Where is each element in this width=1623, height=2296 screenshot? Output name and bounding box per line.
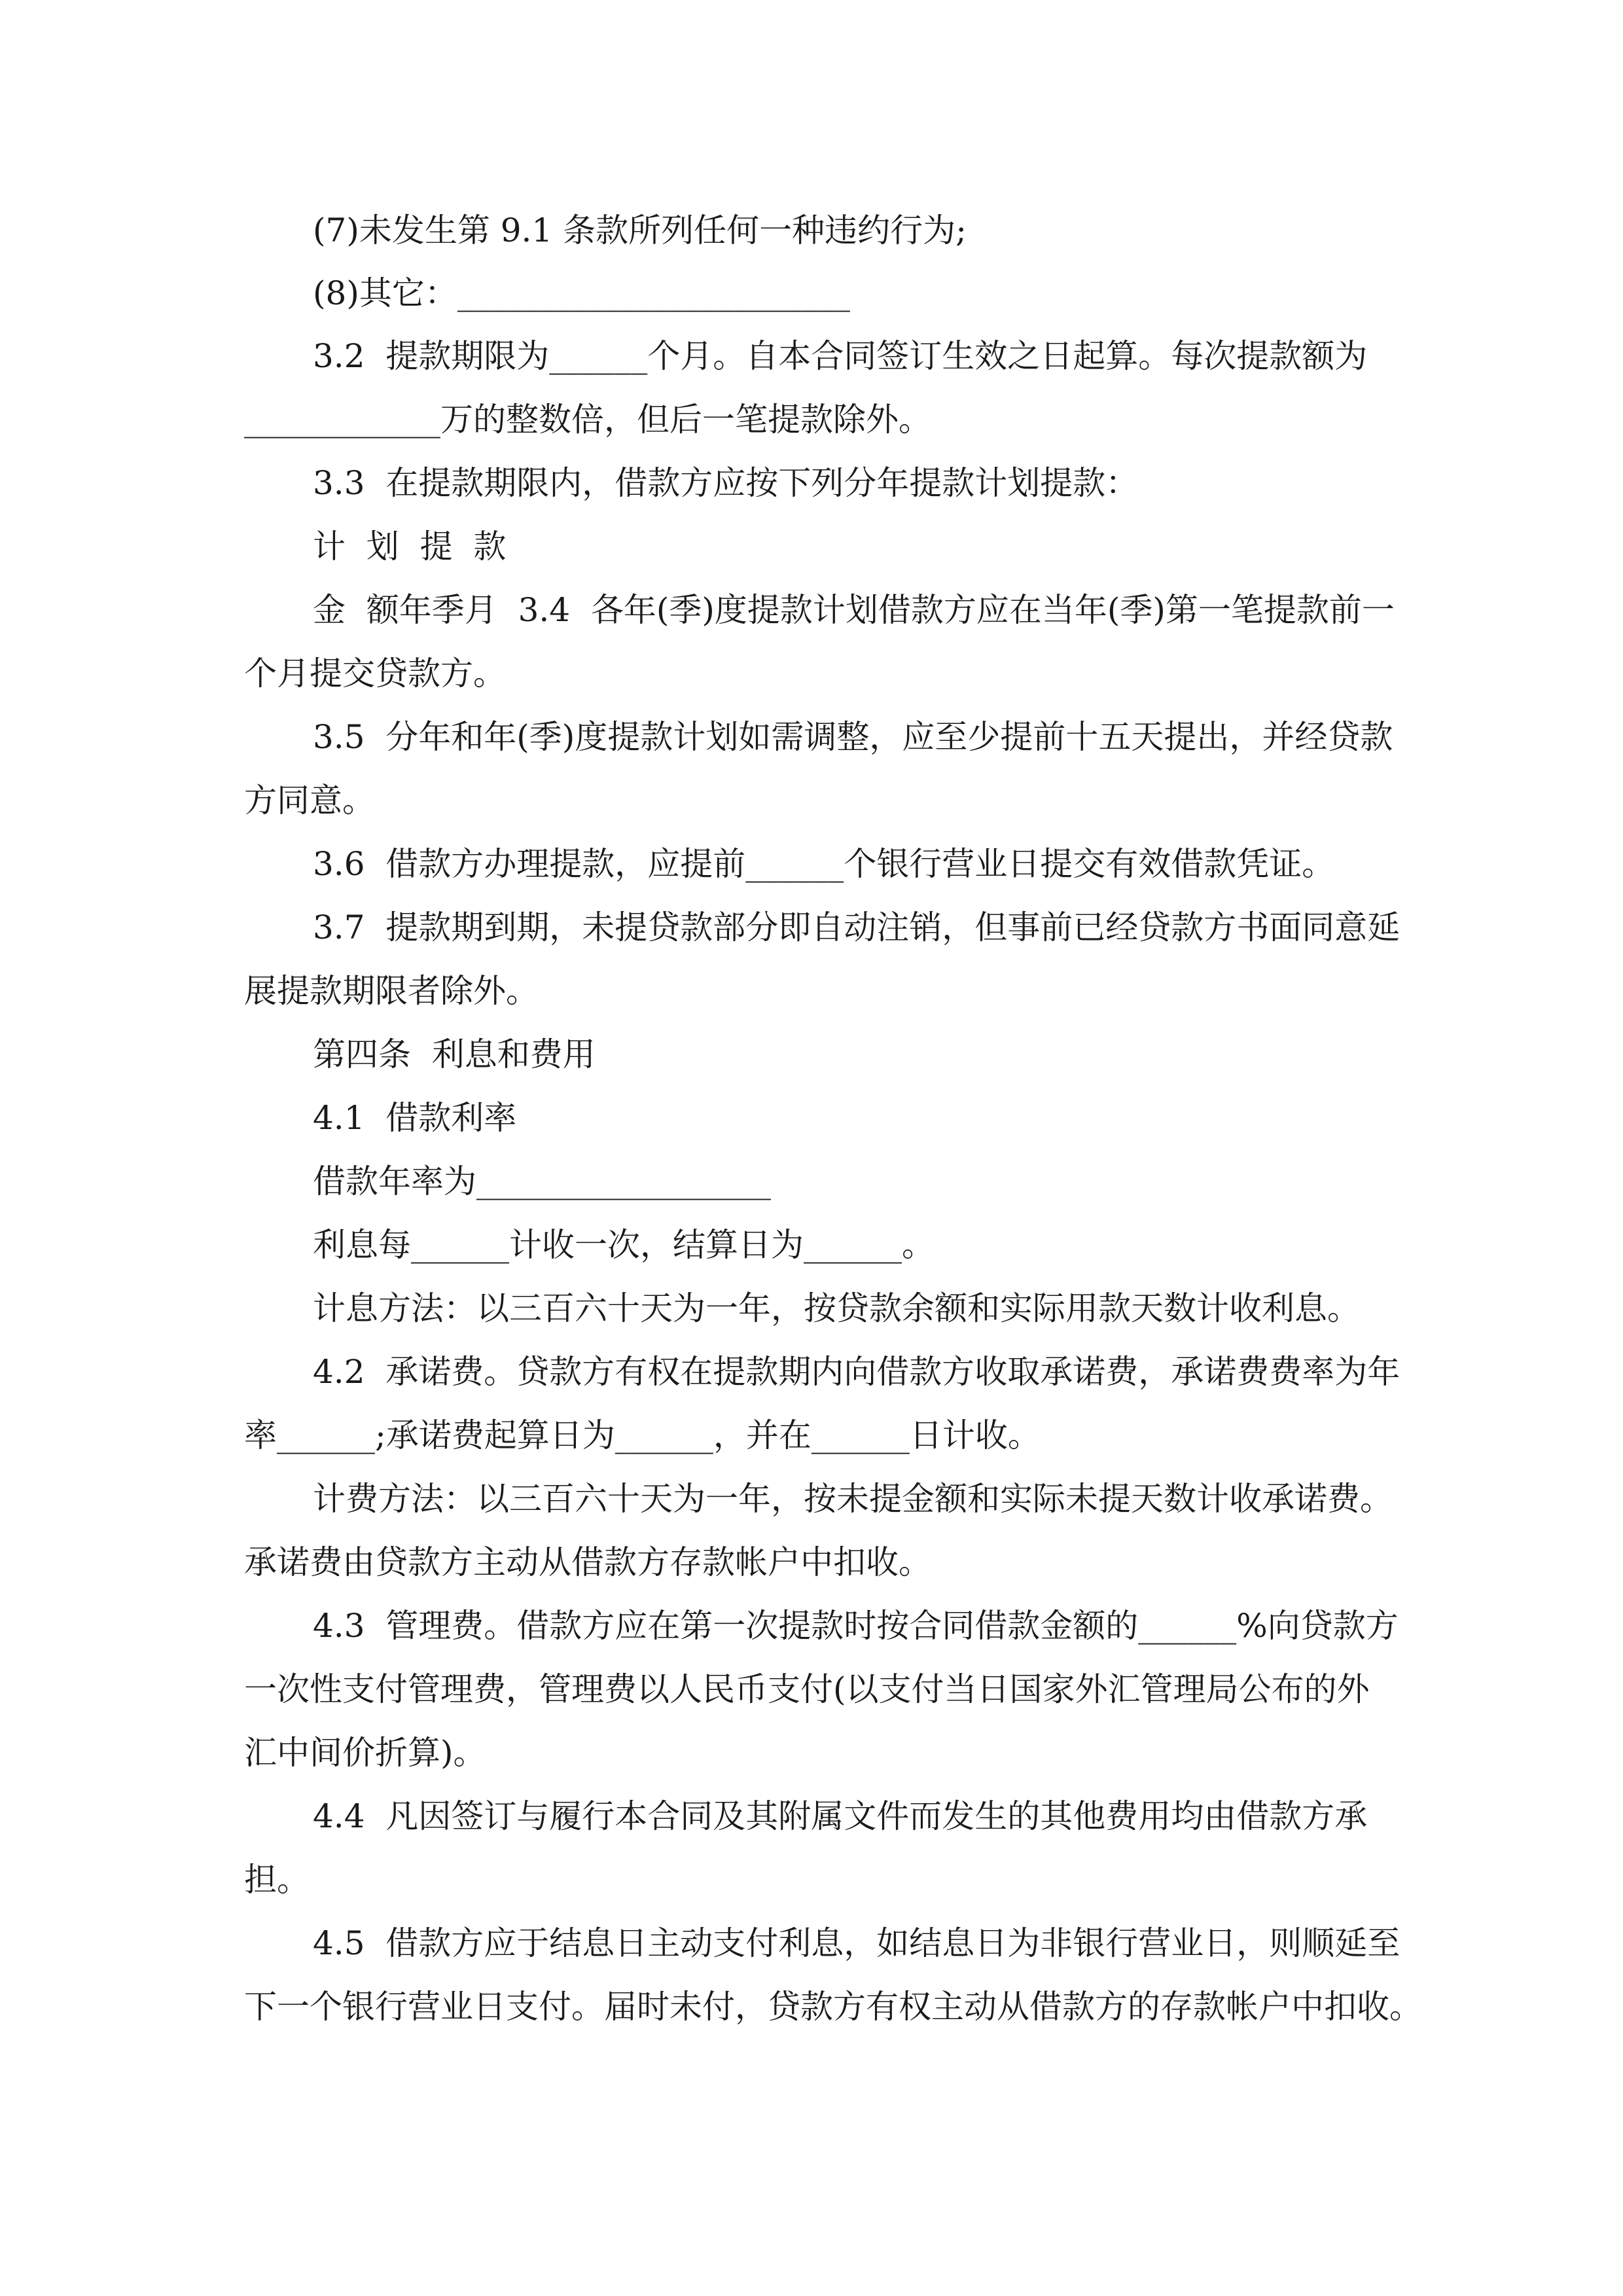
text-line: 方同意。 — [244, 781, 375, 819]
text-line: 汇中间价折算)。 — [244, 1734, 486, 1772]
text-line: 个月提交贷款方。 — [244, 655, 506, 692]
text-line: 4.1 借款利率 — [313, 1099, 517, 1137]
text-line: 3.6 借款方办理提款，应提前______个银行营业日提交有效借款凭证。 — [313, 845, 1335, 883]
text-line: 3.5 分年和年(季)度提款计划如需调整，应至少提前十五天提出，并经贷款 — [313, 718, 1393, 756]
text-line: 3.7 提款期到期，未提贷款部分即自动注销，但事前已经贷款方书面同意延 — [313, 908, 1400, 946]
section-heading: 第四条 利息和费用 — [313, 1035, 596, 1073]
text-line: 计费方法：以三百六十天为一年，按未提金额和实际未提天数计收承诺费。 — [313, 1480, 1393, 1518]
text-line: 一次性支付管理费，管理费以人民币支付(以支付当日国家外汇管理局公布的外 — [244, 1670, 1370, 1708]
text-line: 下一个银行营业日支付。届时未付，贷款方有权主动从借款方的存款帐户中扣收。 — [244, 1988, 1422, 2026]
text-line: 展提款期限者除外。 — [244, 972, 539, 1010]
text-line: 4.2 承诺费。贷款方有权在提款期内向借款方收取承诺费，承诺费费率为年 — [313, 1353, 1400, 1391]
text-line: (7)未发生第 9.1 条款所列任何一种违约行为; — [313, 211, 967, 249]
text-line: 4.4 凡因签订与履行本合同及其附属文件而发生的其他费用均由借款方承 — [313, 1797, 1368, 1835]
text-line: 金 额年季月 3.4 各年(季)度提款计划借款方应在当年(季)第一笔提款前一 — [313, 591, 1395, 629]
text-line: (8)其它：________________________ — [313, 274, 850, 312]
text-line: 借款年率为__________________ — [313, 1162, 771, 1200]
text-line: 计 划 提 款 — [313, 528, 507, 565]
text-line: 利息每______计收一次，结算日为______。 — [313, 1226, 935, 1264]
text-line: 计息方法：以三百六十天为一年，按贷款余额和实际用款天数计收利息。 — [313, 1289, 1360, 1327]
text-line: 3.3 在提款期限内，借款方应按下列分年提款计划提款： — [313, 464, 1139, 502]
text-line: ____________万的整数倍，但后一笔提款除外。 — [244, 401, 931, 439]
text-line: 4.5 借款方应于结息日主动支付利息，如结息日为非银行营业日，则顺延至 — [313, 1924, 1400, 1962]
text-line: 率______;承诺费起算日为______，并在______日计收。 — [244, 1416, 1041, 1454]
text-line: 3.2 提款期限为______个月。自本合同签订生效之日起算。每次提款额为 — [313, 337, 1368, 375]
text-line: 担。 — [244, 1861, 310, 1899]
text-line: 承诺费由贷款方主动从借款方存款帐户中扣收。 — [244, 1543, 931, 1581]
text-line: 4.3 管理费。借款方应在第一次提款时按合同借款金额的______%向贷款方 — [313, 1607, 1399, 1645]
